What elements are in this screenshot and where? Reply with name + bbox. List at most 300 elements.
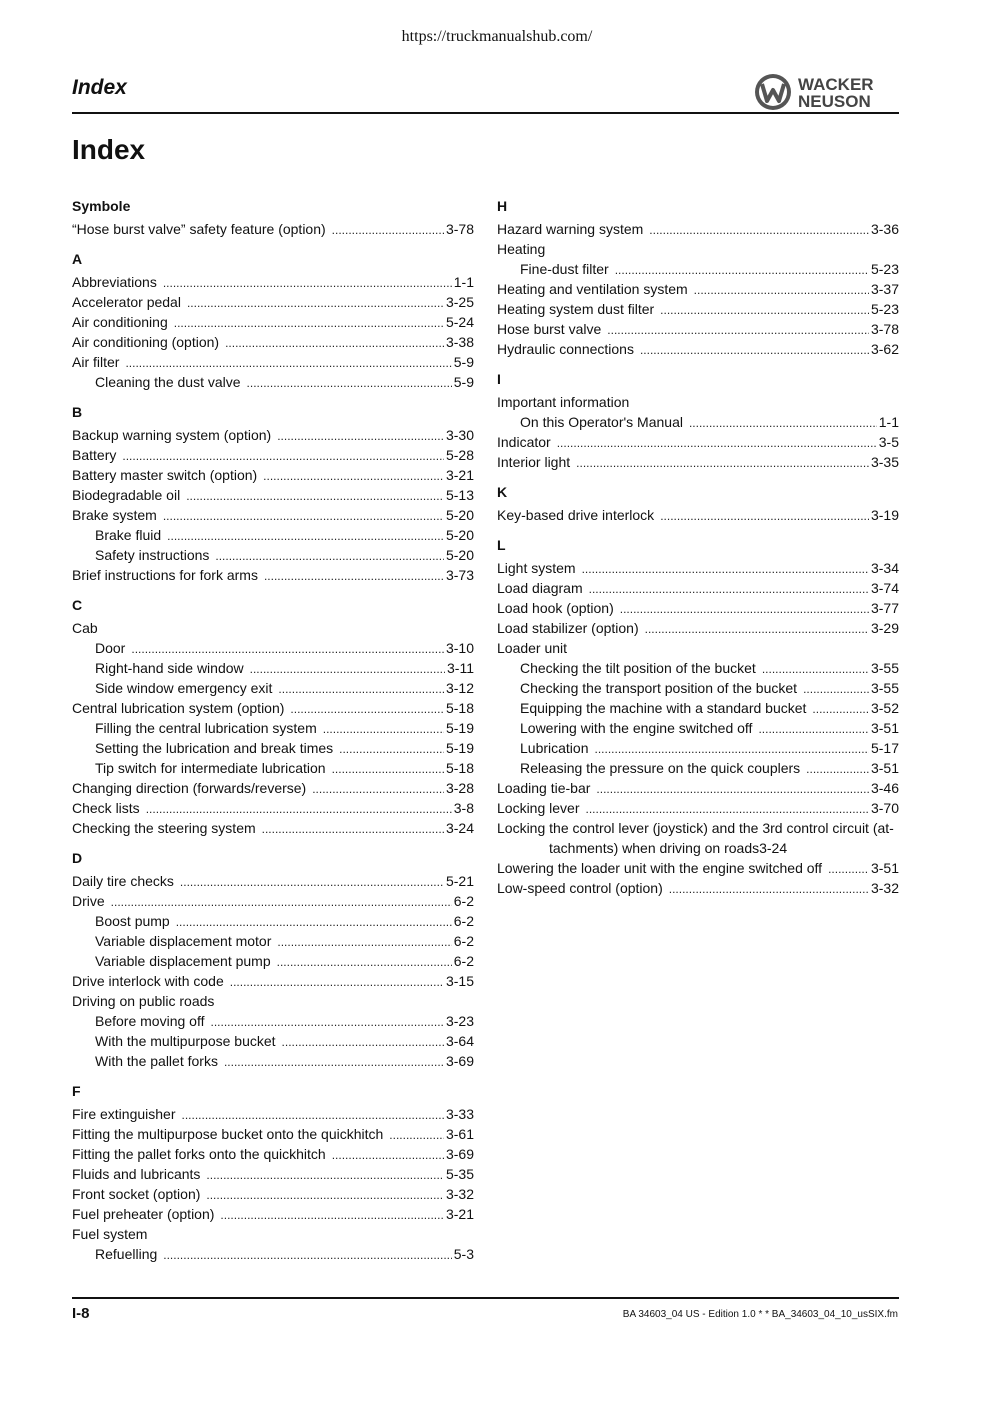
entry-page-ref: 3-33 — [445, 1106, 474, 1122]
entry-page-ref: 5-23 — [870, 261, 899, 277]
index-entry[interactable] — [497, 339, 899, 359]
index-entry[interactable] — [72, 778, 474, 798]
index-entry[interactable] — [72, 332, 474, 352]
index-subentry[interactable] — [72, 1244, 474, 1264]
entry-text: Backup warning system (option) — [72, 427, 272, 443]
dot-leader — [182, 1105, 444, 1125]
index-entry[interactable] — [72, 425, 474, 445]
index-subentry[interactable] — [497, 718, 899, 738]
dot-leader — [163, 273, 452, 293]
index-entry[interactable] — [72, 565, 474, 585]
dot-leader — [146, 799, 452, 819]
dot-leader — [186, 486, 444, 506]
dot-leader — [262, 819, 444, 839]
dot-leader — [582, 559, 869, 579]
entry-text: Fuel preheater (option) — [72, 1206, 215, 1222]
entry-page-ref: 5-28 — [445, 447, 474, 463]
entry-text: Tip switch for intermediate lubrication — [95, 760, 326, 776]
entry-text: Right-hand side window — [95, 660, 244, 676]
running-header: Index — [72, 76, 127, 99]
entry-page-ref: 5-9 — [453, 354, 474, 370]
index-entry[interactable] — [497, 239, 899, 259]
entry-text: Air conditioning — [72, 314, 168, 330]
entry-text: With the pallet forks — [95, 1053, 218, 1069]
entry-page-ref: 5-18 — [445, 760, 474, 776]
index-entry[interactable] — [497, 392, 899, 412]
entry-text: Accelerator pedal — [72, 294, 181, 310]
index-entry[interactable] — [497, 279, 899, 299]
index-subentry[interactable] — [72, 545, 474, 565]
entry-text: Drive — [72, 893, 105, 909]
entry-page-ref: 3-12 — [445, 680, 474, 696]
dot-leader — [206, 1165, 444, 1185]
entry-text: Central lubrication system (option) — [72, 700, 285, 716]
dot-leader — [131, 639, 444, 659]
entry-text: With the multipurpose bucket — [95, 1033, 276, 1049]
dot-leader — [607, 320, 869, 340]
dot-leader — [224, 1052, 444, 1072]
entry-text: Light system — [497, 560, 576, 576]
entry-text: Lowering with the engine switched off — [520, 720, 753, 736]
entry-text: Loader unit — [497, 640, 568, 656]
index-entry[interactable] — [72, 1144, 474, 1164]
entry-page-ref: 3-36 — [870, 221, 899, 237]
index-letter-heading: F — [72, 1083, 81, 1099]
entry-page-ref: 1-1 — [453, 274, 474, 290]
index-letter-heading: C — [72, 597, 83, 613]
dot-leader — [206, 1185, 444, 1205]
entry-text: Fitting the multipurpose bucket onto the quickhitch — [72, 1126, 384, 1142]
index-entry[interactable] — [497, 452, 899, 472]
index-group — [72, 1081, 474, 1264]
index-subentry[interactable] — [497, 698, 899, 718]
index-subentry[interactable] — [497, 658, 899, 678]
entry-text: Fire extinguisher — [72, 1106, 176, 1122]
dot-leader — [669, 879, 869, 899]
dot-leader — [615, 260, 869, 280]
entry-page-ref: 3-70 — [870, 800, 899, 816]
entry-page-ref: 3-23 — [445, 1013, 474, 1029]
entry-page-ref: 6-2 — [453, 933, 474, 949]
index-subentry[interactable] — [72, 372, 474, 392]
index-subentry[interactable] — [72, 738, 474, 758]
entry-page-ref: 3-69 — [445, 1146, 474, 1162]
entry-text: Abbreviations — [72, 274, 157, 290]
dot-leader — [586, 799, 869, 819]
entry-page-ref: 5-9 — [453, 374, 474, 390]
entry-text: Battery — [72, 447, 117, 463]
entry-text: Variable displacement pump — [95, 953, 271, 969]
entry-text: Interior light — [497, 454, 571, 470]
entry-page-ref: 6-2 — [453, 913, 474, 929]
index-entry[interactable] — [497, 778, 899, 798]
entry-page-ref: 3-52 — [870, 700, 899, 716]
index-group — [497, 535, 899, 898]
entry-page-ref: 3-35 — [870, 454, 899, 470]
dot-leader — [111, 892, 452, 912]
entry-page-ref: 3-77 — [870, 600, 899, 616]
entry-text: Locking the control lever (joystick) and the 3rd control circuit (at- — [497, 820, 894, 836]
dot-leader — [806, 759, 869, 779]
entry-page-ref: 3-8 — [453, 800, 474, 816]
entry-text: Daily tire checks — [72, 873, 174, 889]
entry-page-ref: 5-21 — [445, 873, 474, 889]
page-title: Index — [72, 134, 146, 165]
entry-text: Locking lever — [497, 800, 580, 816]
entry-text: Cab — [72, 620, 98, 636]
dot-leader — [339, 739, 444, 759]
index-group — [72, 595, 474, 838]
entry-page-ref: 3-74 — [870, 580, 899, 596]
entry-text: Air filter — [72, 354, 120, 370]
entry-text: Front socket (option) — [72, 1186, 201, 1202]
index-entry[interactable] — [72, 818, 474, 838]
entry-text: Check lists — [72, 800, 140, 816]
index-entry[interactable] — [497, 878, 899, 898]
page-number: I-8 — [72, 1305, 90, 1322]
dot-leader — [225, 333, 444, 353]
entry-text: On this Operator's Manual — [520, 414, 683, 430]
index-letter-heading: D — [72, 850, 83, 866]
index-letter-heading: H — [497, 198, 508, 214]
entry-page-ref: 3-78 — [870, 321, 899, 337]
entry-page-ref: 5-13 — [445, 487, 474, 503]
entry-text: Side window emergency exit — [95, 680, 273, 696]
index-entry[interactable] — [497, 858, 899, 878]
index-entry[interactable] — [497, 319, 899, 339]
index-entry[interactable] — [72, 312, 474, 332]
entry-text: “Hose burst valve” safety feature (option) — [72, 221, 326, 237]
dot-leader — [660, 506, 869, 526]
index-group — [497, 369, 899, 472]
entry-text: Indicator — [497, 434, 551, 450]
dot-leader — [576, 453, 869, 473]
index-entry[interactable] — [72, 971, 474, 991]
entry-page-ref: 5-20 — [445, 527, 474, 543]
dot-leader — [689, 413, 877, 433]
dot-leader — [247, 373, 452, 393]
entry-page-ref: 3-46 — [870, 780, 899, 796]
index-letter-heading: B — [72, 404, 83, 420]
entry-page-ref: 3-61 — [445, 1126, 474, 1142]
dot-leader — [323, 719, 444, 739]
dot-leader — [263, 466, 444, 486]
index-entry[interactable] — [72, 1204, 474, 1224]
entry-text: Filling the central lubrication system — [95, 720, 317, 736]
entry-text: Brake fluid — [95, 527, 162, 543]
entry-text: Lowering the loader unit with the engine switched off — [497, 860, 823, 876]
entry-text: Cleaning the dust valve — [95, 374, 241, 390]
dot-leader — [176, 912, 452, 932]
index-entry[interactable] — [497, 299, 899, 319]
index-group — [72, 402, 474, 585]
entry-text: Heating system dust filter — [497, 301, 655, 317]
index-subentry[interactable] — [72, 1031, 474, 1051]
index-subentry[interactable] — [497, 678, 899, 698]
index-letter-heading: L — [497, 537, 506, 553]
index-entry[interactable] — [497, 558, 899, 578]
dot-leader — [210, 1012, 443, 1032]
dot-leader — [332, 759, 444, 779]
dot-leader — [264, 566, 444, 586]
entry-text: Load stabilizer (option) — [497, 620, 639, 636]
entry-page-ref: 3-5 — [878, 434, 899, 450]
dot-leader — [812, 699, 869, 719]
entry-page-ref: 1-1 — [878, 414, 899, 430]
entry-text: Setting the lubrication and break times — [95, 740, 334, 756]
index-subentry[interactable] — [72, 1011, 474, 1031]
index-entry[interactable] — [497, 432, 899, 452]
dot-leader — [277, 932, 451, 952]
entry-text: Before moving off — [95, 1013, 205, 1029]
entry-page-ref: 3-25 — [445, 294, 474, 310]
dot-leader — [278, 679, 444, 699]
index-subentry[interactable] — [72, 758, 474, 778]
entry-text: Hose burst valve — [497, 321, 602, 337]
entry-text: Fluids and lubricants — [72, 1166, 201, 1182]
entry-text: Hydraulic connections — [497, 341, 634, 357]
entry-text: Fitting the pallet forks onto the quickhitch — [72, 1146, 326, 1162]
dot-leader — [230, 972, 444, 992]
index-group — [497, 196, 899, 359]
entry-page-ref: 3-21 — [445, 467, 474, 483]
index-group — [72, 848, 474, 1071]
index-entry[interactable] — [72, 219, 474, 239]
entry-text: Boost pump — [95, 913, 170, 929]
entry-page-ref: 3-64 — [445, 1033, 474, 1049]
index-column-right — [497, 196, 899, 898]
entry-text: Changing direction (forwards/reverse) — [72, 780, 307, 796]
entry-text: Equipping the machine with a standard bucket — [520, 700, 807, 716]
entry-page-ref: 3-69 — [445, 1053, 474, 1069]
wacker-neuson-logo — [752, 70, 902, 114]
index-column-left — [72, 196, 474, 1264]
index-subentry[interactable] — [497, 738, 899, 758]
entry-page-ref: 3-29 — [870, 620, 899, 636]
index-entry[interactable] — [72, 485, 474, 505]
index-subentry[interactable] — [72, 658, 474, 678]
entry-page-ref: 5-24 — [445, 314, 474, 330]
index-entry[interactable] — [497, 578, 899, 598]
dot-leader — [180, 872, 444, 892]
index-entry[interactable] — [497, 598, 899, 618]
index-subentry[interactable] — [72, 525, 474, 545]
entry-page-ref: 3-37 — [870, 281, 899, 297]
index-entry[interactable] — [72, 891, 474, 911]
entry-page-ref: 5-23 — [870, 301, 899, 317]
index-entry[interactable] — [72, 505, 474, 525]
entry-page-ref: 5-20 — [445, 547, 474, 563]
entry-text: Safety instructions — [95, 547, 210, 563]
entry-text: Refuelling — [95, 1246, 158, 1262]
dot-leader — [694, 280, 869, 300]
entry-page-ref: 6-2 — [453, 953, 474, 969]
index-entry[interactable] — [72, 1224, 474, 1244]
entry-text: Fine-dust filter — [520, 261, 609, 277]
entry-text: Brake system — [72, 507, 157, 523]
index-letter-heading: A — [72, 251, 83, 267]
index-group — [72, 196, 474, 239]
index-subentry[interactable] — [72, 638, 474, 658]
entry-text: Air conditioning (option) — [72, 334, 220, 350]
index-entry[interactable] — [72, 352, 474, 372]
dot-leader — [758, 719, 869, 739]
dot-leader — [277, 952, 452, 972]
entry-page-ref: 5-20 — [445, 507, 474, 523]
entry-page-ref: 3-34 — [870, 560, 899, 576]
index-entry[interactable] — [497, 618, 899, 638]
dot-leader — [762, 659, 869, 679]
entry-page-ref: 3-51 — [870, 860, 899, 876]
entry-page-ref: 3-78 — [445, 221, 474, 237]
entry-text: Checking the transport position of the bucket — [520, 680, 798, 696]
dot-leader — [660, 300, 869, 320]
entry-page-ref: 3-38 — [445, 334, 474, 350]
entry-page-ref: 3-10 — [445, 640, 474, 656]
entry-text: tachments) when driving on roads — [549, 840, 760, 856]
dot-leader — [828, 859, 869, 879]
dot-leader — [122, 446, 444, 466]
entry-page-ref: 3-30 — [445, 427, 474, 443]
entry-page-ref: 3-11 — [447, 660, 474, 676]
entry-page-ref: 5-3 — [453, 1246, 474, 1262]
index-subentry[interactable] — [497, 259, 899, 279]
dot-leader — [220, 1205, 444, 1225]
entry-text: Heating — [497, 241, 546, 257]
index-subentry[interactable] — [72, 911, 474, 931]
entry-page-ref: 5-35 — [445, 1166, 474, 1182]
entry-text: Door — [95, 640, 126, 656]
entry-text: Battery master switch (option) — [72, 467, 258, 483]
entry-text: Drive interlock with code — [72, 973, 224, 989]
entry-page-ref: 3-32 — [445, 1186, 474, 1202]
logo-word-neuson: NEUSON — [798, 92, 871, 111]
index-subentry[interactable] — [497, 758, 899, 778]
dot-leader — [163, 506, 444, 526]
index-entry[interactable] — [72, 292, 474, 312]
dot-leader — [649, 220, 869, 240]
index-group — [497, 482, 899, 525]
entry-page-ref: 3-51 — [870, 760, 899, 776]
entry-page-ref: 3-28 — [445, 780, 474, 796]
entry-page-ref: 3-24 — [445, 820, 474, 836]
entry-page-ref: 3-19 — [870, 507, 899, 523]
dot-leader — [645, 619, 869, 639]
entry-text: Load hook (option) — [497, 600, 614, 616]
index-entry[interactable] — [497, 818, 899, 838]
dot-leader — [277, 426, 444, 446]
index-entry[interactable] — [72, 1124, 474, 1144]
entry-page-ref: 3-62 — [870, 341, 899, 357]
entry-text: Lubrication — [520, 740, 589, 756]
index-subentry[interactable] — [72, 1051, 474, 1071]
index-entry[interactable] — [72, 798, 474, 818]
index-subentry[interactable] — [72, 951, 474, 971]
index-entry[interactable] — [72, 1184, 474, 1204]
dot-leader — [125, 353, 451, 373]
index-subentry[interactable] — [72, 678, 474, 698]
index-entry[interactable] — [72, 1104, 474, 1124]
entry-text: Checking the steering system — [72, 820, 256, 836]
dot-leader — [803, 679, 869, 699]
index-entry-continuation[interactable] — [497, 838, 899, 858]
dot-leader — [589, 579, 869, 599]
dot-leader — [596, 779, 869, 799]
dot-leader — [250, 659, 445, 679]
entry-text: Low-speed control (option) — [497, 880, 663, 896]
index-entry[interactable] — [72, 871, 474, 891]
entry-text: Fuel system — [72, 1226, 148, 1242]
index-entry[interactable] — [497, 505, 899, 525]
entry-page-ref: 5-19 — [445, 740, 474, 756]
entry-text: Loading tie-bar — [497, 780, 591, 796]
index-letter-heading: Symbole — [72, 198, 131, 214]
entry-page-ref: 3-51 — [870, 720, 899, 736]
index-entry[interactable] — [72, 445, 474, 465]
dot-leader — [312, 779, 444, 799]
index-entry[interactable] — [72, 465, 474, 485]
index-entry[interactable] — [72, 698, 474, 718]
dot-leader — [389, 1125, 444, 1145]
index-entry[interactable] — [72, 272, 474, 292]
dot-leader — [557, 433, 877, 453]
index-entry[interactable] — [72, 618, 474, 638]
dot-leader — [640, 340, 869, 360]
index-entry[interactable] — [72, 1164, 474, 1184]
entry-text: Variable displacement motor — [95, 933, 272, 949]
dot-leader — [187, 293, 444, 313]
entry-text: Brief instructions for fork arms — [72, 567, 258, 583]
index-subentry[interactable] — [72, 931, 474, 951]
index-subentry[interactable] — [497, 412, 899, 432]
index-entry[interactable] — [497, 219, 899, 239]
entry-text: Hazard warning system — [497, 221, 644, 237]
index-entry[interactable] — [72, 991, 474, 1011]
index-entry[interactable] — [497, 638, 899, 658]
dot-leader — [282, 1032, 444, 1052]
dot-leader — [595, 739, 869, 759]
dot-leader — [167, 526, 444, 546]
index-subentry[interactable] — [72, 718, 474, 738]
index-entry[interactable] — [497, 798, 899, 818]
dot-leader — [332, 220, 444, 240]
entry-text: Heating and ventilation system — [497, 281, 688, 297]
entry-text: Releasing the pressure on the quick couplers — [520, 760, 801, 776]
entry-page-ref: 3-55 — [870, 680, 899, 696]
dot-leader — [174, 313, 444, 333]
dot-leader — [215, 546, 444, 566]
dot-leader — [620, 599, 869, 619]
document-reference: BA 34603_04 US - Edition 1.0 * * BA_34603_04_10_usSIX.fm — [622, 1309, 898, 1320]
source-url[interactable]: https://truckmanualshub.com/ — [401, 28, 593, 45]
entry-text: Key-based drive interlock — [497, 507, 655, 523]
entry-page-ref: 3-32 — [870, 880, 899, 896]
dot-leader — [290, 699, 444, 719]
logo-word-wacker: WACKER — [798, 75, 874, 94]
entry-page-ref: 3-24 — [759, 840, 788, 856]
entry-text: Biodegradable oil — [72, 487, 181, 503]
entry-page-ref: 6-2 — [453, 893, 474, 909]
entry-text: Checking the tilt position of the bucket — [520, 660, 756, 676]
entry-page-ref: 3-15 — [445, 973, 474, 989]
footer-rule — [72, 1297, 899, 1299]
header-rule — [72, 112, 899, 114]
index-letter-heading: K — [497, 484, 508, 500]
entry-text: Important information — [497, 394, 630, 410]
entry-page-ref: 3-73 — [445, 567, 474, 583]
entry-page-ref: 5-19 — [445, 720, 474, 736]
entry-text: Load diagram — [497, 580, 583, 596]
